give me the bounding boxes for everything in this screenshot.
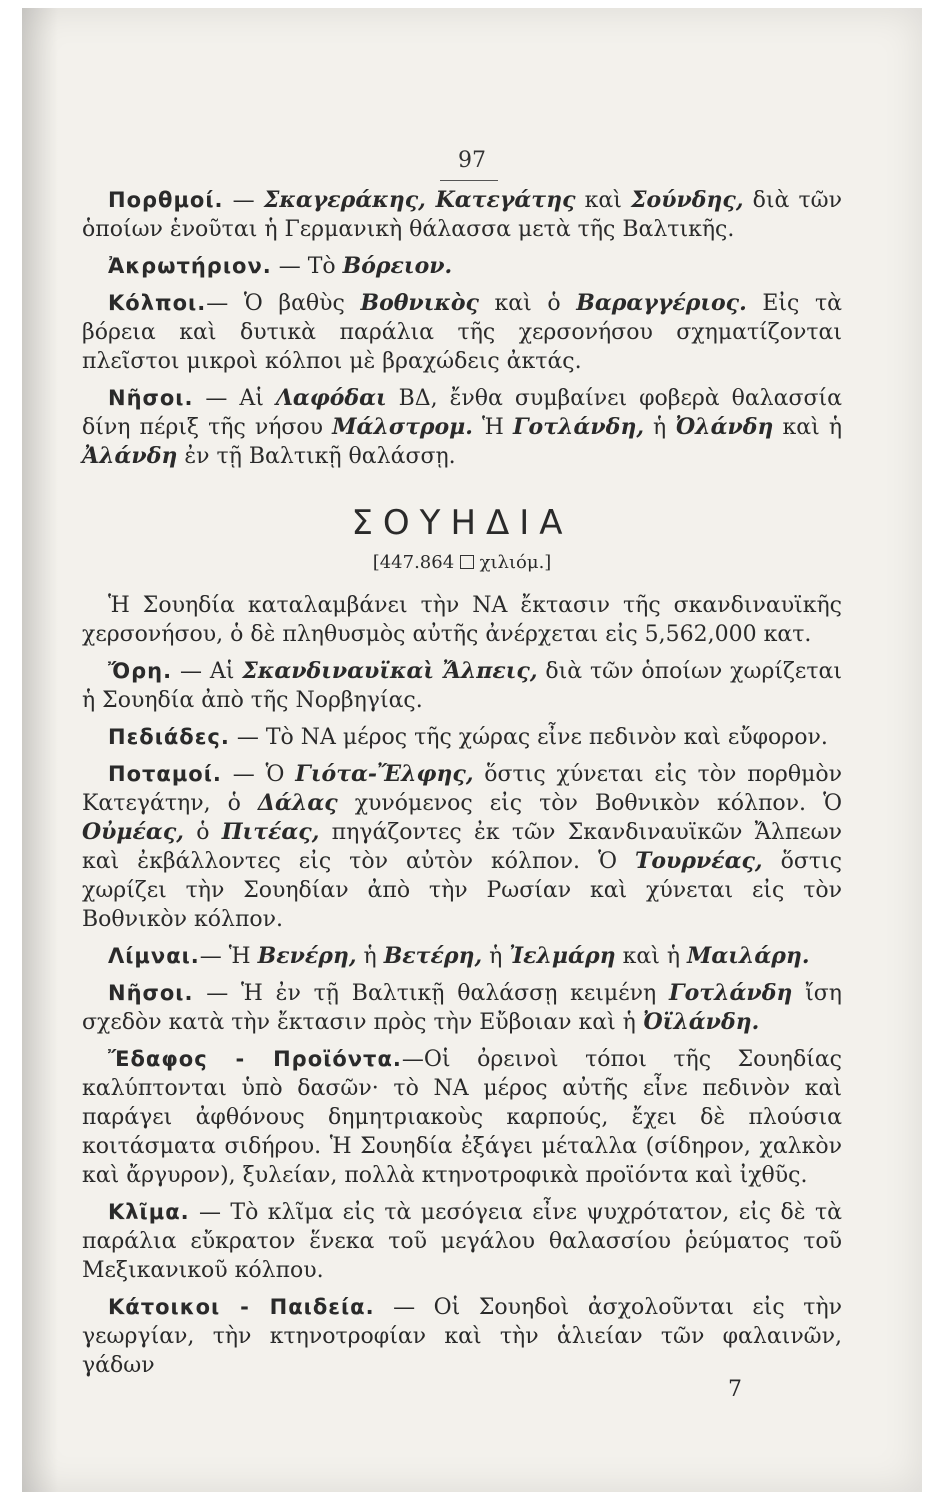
paragraph bbox=[82, 289, 842, 376]
paragraph bbox=[82, 1045, 842, 1190]
text-run: Εἰς τὰ βόρεια καὶ δυτικὰ παράλια τῆς χερσονήσου σχηματίζονται πλεῖστοι μικροὶ κόλποι μὲ βραχώδεις ἀκτάς. bbox=[82, 291, 842, 374]
emphasized-term: Ἰελμάρη bbox=[509, 943, 616, 969]
text-run: πηγάζοντες ἐκ τῶν Σκανδιναυϊκῶν Ἄλπεων καὶ ἐκβάλλοντες εἰς τὸν αὐτὸν κόλπον. Ὁ bbox=[82, 820, 842, 874]
paragraph-heading: Νῆσοι. bbox=[108, 981, 194, 1005]
emphasized-term: Σκαγεράκης, Κατεγάτης bbox=[263, 187, 576, 213]
paragraph bbox=[82, 723, 842, 752]
area-prefix: [447.864 bbox=[372, 552, 460, 573]
paragraph bbox=[82, 760, 842, 934]
emphasized-term: Γιότα-Ἔλφης, bbox=[295, 761, 474, 787]
paragraph-heading: Κάτοικοι - Παιδεία. bbox=[108, 1295, 375, 1319]
text-run: Ἡ Σουηδία καταλαμβάνει τὴν ΝΑ ἔκτασιν τῆς σκανδιναυϊκῆς χερσονήσου, ὁ δὲ πληθυσμὸς αὐτῆς ἀνέρχεται εἰς 5,562,000 κατ. bbox=[82, 593, 842, 647]
heading-separator: — bbox=[221, 762, 266, 787]
emphasized-term: Βαραγγέριος. bbox=[576, 290, 747, 316]
heading-separator: — bbox=[229, 725, 266, 750]
text-run: Ὁ βαθὺς bbox=[243, 291, 361, 316]
emphasized-term: Οὐμέας, bbox=[82, 819, 184, 845]
text-run: ὅστις χωρίζει τὴν Σουηδίαν ἀπὸ τὴν Ρωσίαν καὶ χύνεται εἰς τὸν Βοθνικὸν κόλπον. bbox=[82, 849, 842, 932]
signature-mark: 7 bbox=[728, 1377, 742, 1402]
text-run: ἐν τῇ Βαλτικῇ θαλάσσῃ. bbox=[177, 444, 456, 469]
page-number-rule bbox=[440, 180, 498, 181]
paragraph-heading: Κόλποι. bbox=[108, 291, 207, 315]
text-run: Ἡ bbox=[472, 415, 513, 440]
text-run: διὰ τῶν ὁποίων ἑνοῦται ἡ Γερμανικὴ θάλασσα μετὰ τῆς Βαλτικῆς. bbox=[82, 188, 842, 242]
emphasized-term: Σούνδης, bbox=[631, 187, 744, 213]
heading-separator: — bbox=[223, 188, 264, 213]
text-run: καὶ bbox=[575, 188, 631, 213]
text-run: ἡ bbox=[482, 944, 510, 969]
emphasized-term: Μάλστρομ. bbox=[332, 414, 473, 440]
paragraph-heading: Ἔδαφος - Προϊόντα. bbox=[108, 1047, 402, 1071]
paragraph-heading: Πορθμοί. bbox=[108, 188, 224, 212]
paragraphs-after bbox=[82, 591, 842, 1380]
text-run: Οἱ ὀρεινοὶ τόποι τῆς Σουηδίας καλύπτονται ὑπὸ δασῶν· τὸ ΝΑ μέρος αὐτῆς εἶνε πεδινὸν καὶ παράγει ἀφθόνους δημητριακοὺς καρπούς, ἔχει δὲ πλούσια κοιτάσματα σιδήρου. Ἡ Σουηδία ἐξάγει μέταλλα (σίδηρον, χαλκὸν καὶ ἄργυρον), ξυλείαν, πολλὰ κτηνοτροφικὰ προϊόντα καὶ ἰχθῦς. bbox=[82, 1047, 843, 1188]
emphasized-term: Ἀλάνδη bbox=[82, 443, 178, 469]
text-run: Αἱ bbox=[209, 659, 243, 684]
text-run: Οἱ Σουηδοὶ ἀσχολοῦνται εἰς τὴν γεωργίαν, τὴν κτηνοτροφίαν καὶ τὴν ἁλιείαν τῶν φαλαινῶν, γάδων bbox=[82, 1295, 842, 1378]
text-run: Ἡ bbox=[228, 944, 258, 969]
paragraph bbox=[82, 1198, 842, 1285]
paragraph bbox=[82, 384, 842, 471]
text-run: ἴση σχεδὸν κατὰ τὴν ἔκτασιν πρὸς τὴν Εὔβοιαν καὶ ἡ bbox=[82, 981, 842, 1035]
emphasized-term: Σκανδιναυϊκαὶ Ἄλπεις, bbox=[242, 658, 538, 684]
page-number: 97 bbox=[458, 148, 486, 173]
paragraph bbox=[82, 252, 842, 281]
emphasized-term: Ὀϊλάνδη. bbox=[642, 1009, 760, 1035]
emphasized-term: Τουρνέας, bbox=[635, 848, 763, 874]
text-run: Αἱ bbox=[239, 386, 276, 411]
text-run: Ὁ bbox=[265, 762, 296, 787]
emphasized-term: Μαιλάρη. bbox=[687, 943, 810, 969]
emphasized-term: Βοθνικὸς bbox=[360, 290, 479, 316]
text-run: Τὸ ΝΑ μέρος τῆς χώρας εἶνε πεδινὸν καὶ εὔφορον. bbox=[265, 725, 828, 750]
emphasized-term: Βόρειον. bbox=[342, 253, 453, 279]
text-run: διὰ τῶν ὁποίων χωρίζεται ἡ Σουηδία ἀπὸ τῆς Νορβηγίας. bbox=[82, 659, 842, 713]
emphasized-term: Πιτέας, bbox=[221, 819, 320, 845]
heading-separator: — bbox=[401, 1047, 424, 1072]
heading-separator: — bbox=[206, 291, 244, 316]
paragraph bbox=[82, 942, 842, 971]
section-title: ΣΟΥΗΔΙΑ bbox=[351, 503, 573, 543]
text-run: καὶ ἡ bbox=[773, 415, 843, 440]
paragraph bbox=[82, 979, 842, 1037]
emphasized-term: Βετέρη, bbox=[383, 943, 483, 969]
paragraphs-before bbox=[82, 186, 842, 471]
emphasized-term: Ὀλάνδη bbox=[675, 414, 774, 440]
text-run: Τὸ bbox=[307, 254, 343, 279]
text-run: ΒΔ, ἔνθα συμβαίνει φοβερὰ θαλασσία δίνη πέριξ τῆς νήσου bbox=[82, 386, 842, 440]
text-run: Τὸ κλῖμα εἰς τὰ μεσόγεια εἶνε ψυχρότατον, εἰς δὲ τὰ παράλια εὔκρατον ἕνεκα τοῦ μεγάλου θαλασσίου ῥεύματος τοῦ Μεξικανικοῦ κόλπου. bbox=[82, 1200, 842, 1283]
area-suffix: χιλιόμ.] bbox=[473, 552, 552, 573]
paragraph-heading: Λίμναι. bbox=[108, 944, 200, 968]
heading-separator: — bbox=[199, 944, 229, 969]
text-run: ὁ bbox=[183, 820, 222, 845]
emphasized-term: Δάλας bbox=[257, 790, 338, 816]
heading-separator: — bbox=[189, 1200, 231, 1225]
paragraph-heading: Ὄρη. bbox=[108, 659, 173, 683]
text-run: χυνόμενος εἰς τὸν Βοθνικὸν κόλπον. Ὁ bbox=[337, 791, 842, 816]
heading-separator: — bbox=[374, 1295, 434, 1320]
area-note bbox=[82, 548, 842, 577]
square-icon bbox=[460, 555, 474, 569]
heading-separator: — bbox=[193, 386, 240, 411]
heading-separator: — bbox=[172, 659, 210, 684]
text-run: ἡ bbox=[643, 415, 676, 440]
paragraph-heading: Πεδιάδες. bbox=[108, 725, 230, 749]
page-text bbox=[82, 186, 842, 1388]
paragraph-heading: Νῆσοι. bbox=[108, 386, 194, 410]
text-run: καὶ ὁ bbox=[478, 291, 577, 316]
emphasized-term: Γοτλάνδη, bbox=[512, 414, 644, 440]
paragraph-heading: Κλῖμα. bbox=[108, 1200, 190, 1224]
paragraph bbox=[82, 591, 842, 649]
text-run: Ἡ ἐν τῇ Βαλτικῇ θαλάσσῃ κειμένη bbox=[241, 981, 669, 1006]
emphasized-term: Γοτλάνδη bbox=[668, 980, 793, 1006]
book-page bbox=[22, 8, 922, 1492]
text-run: καὶ ἡ bbox=[615, 944, 687, 969]
paragraph bbox=[82, 657, 842, 715]
paragraph-heading: Ποταμοί. bbox=[108, 762, 222, 786]
heading-separator: — bbox=[271, 254, 308, 279]
text-run: ἡ bbox=[356, 944, 384, 969]
emphasized-term: Λαφόδαι bbox=[275, 385, 387, 411]
paragraph-heading: Ἀκρωτήριον. bbox=[108, 254, 272, 278]
text-run: ὅστις χύνεται εἰς τὸν πορθμὸν Κατεγάτην, ὁ bbox=[82, 762, 842, 816]
paragraph bbox=[82, 1293, 842, 1380]
heading-separator: — bbox=[193, 981, 242, 1006]
emphasized-term: Βενέρη, bbox=[257, 943, 357, 969]
paragraph bbox=[82, 186, 842, 244]
